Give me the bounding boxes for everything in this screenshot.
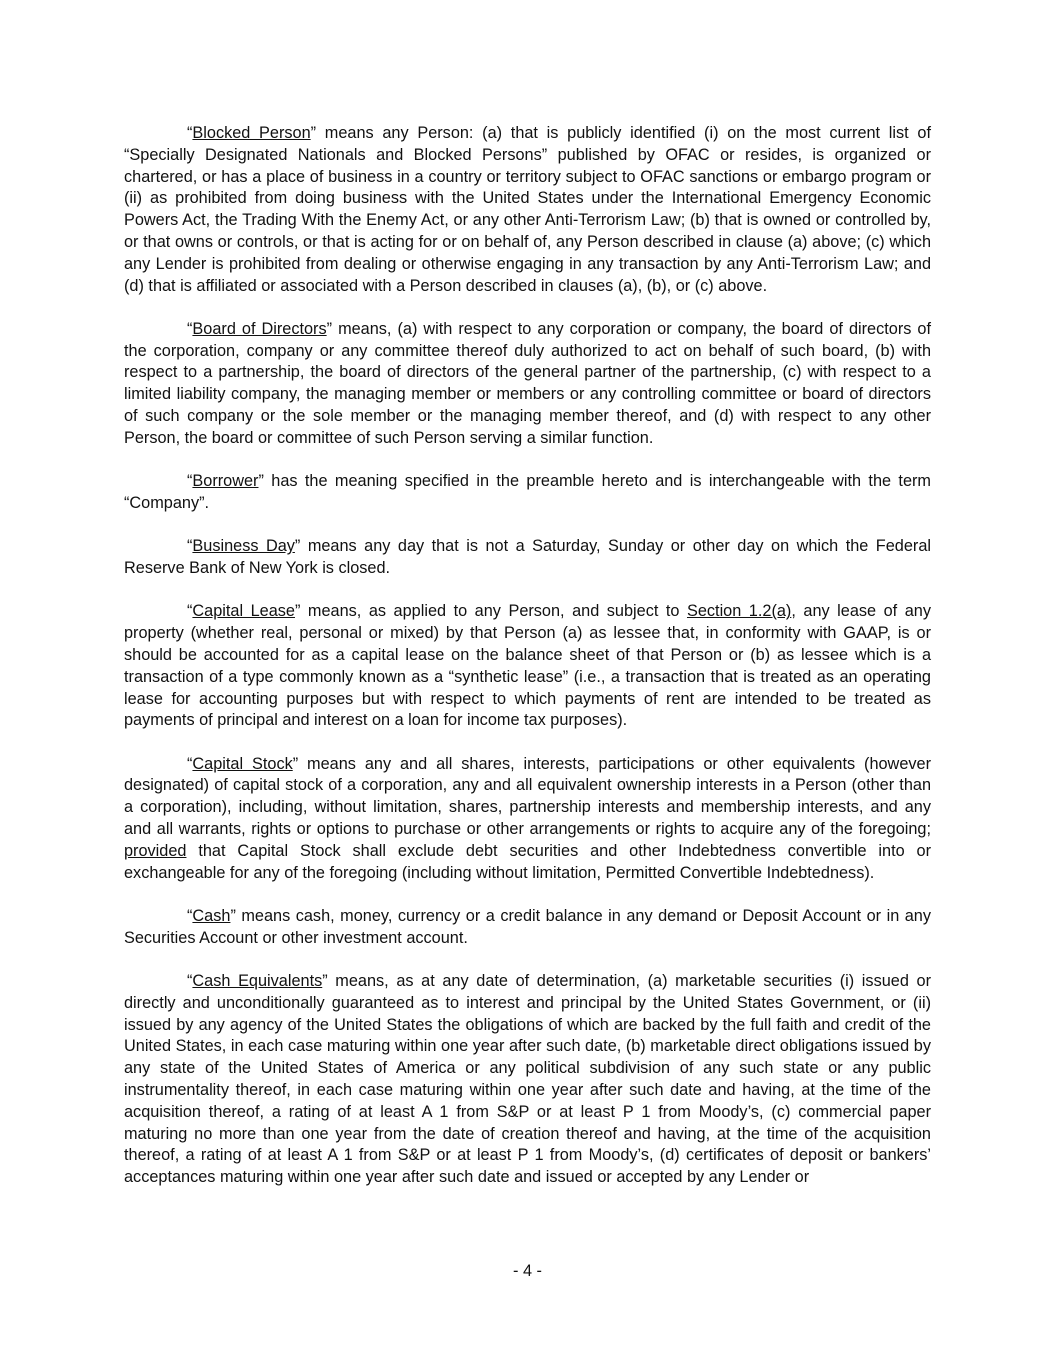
definition-text: ” means any day that is not a Saturday, Sunday or other day on which the Federal Reserve Bank of New York is closed. [124, 537, 932, 578]
definition-borrower [124, 471, 931, 515]
definition-capital-lease [124, 601, 931, 732]
open-quote: “ [187, 972, 193, 990]
page-number: - 4 - [513, 1262, 542, 1280]
defined-term: Borrower [192, 472, 259, 491]
open-quote: “ [187, 602, 193, 621]
definition-text-before-ref: ” means any and all shares, interests, participations or other equivalents (however designated) of capital stock of a corporation, any and all equivalent ownership interests in a Person (other than a corporation), including, without limitation, shares, partnership interests and membership interests, and any and all warrants, rights or options to purchase or other arrangements or rights to acquire any of the foregoing; [124, 754, 931, 839]
defined-term: Cash Equivalents [192, 972, 323, 990]
definition-cash-equivalents [124, 971, 931, 1189]
open-quote: “ [187, 319, 193, 338]
defined-term: Board of Directors [192, 319, 327, 338]
definition-text: ” means, as at any date of determination, (a) marketable securities (i) issued or directly and unconditionally guaranteed as to interest and principal by the United States Government, or (ii) issued by any agency of the United States the obligations of which are backed by the full faith and credit of the United States, in each case maturing within one year after such date, (b) marketable direct obligations issued by any state of the United States of America or any political subdivision of any such state or any public instrumentality thereof, in each case maturing within one year after such date and having, at the time of the acquisition thereof, a rating of at least A 1 from S&P or at least P 1 from Moody’s, (c) commercial paper maturing no more than one year from the date of creation thereof and having, at the time of the acquisition thereof, a rating of at least A 1 from S&P or at least P 1 from Moody’s, (d) certificates of deposit or bankers’ acceptances maturing within one year after such date and issued or accepted by any Lender or [124, 972, 931, 1187]
defined-term: Capital Lease [192, 602, 295, 621]
definition-text: that Capital Stock shall exclude debt securities and other Indebtedness convertible into or exchangeable for any of the foregoing (including without limitation, Permitted Convertible Indebtedness). [124, 841, 931, 882]
definition-text: ” means any Person: (a) that is publicly identified (i) on the most current list of “Specially Designated Nationals and Blocked Persons” published by OFAC or resides, is organized or chartered, or has a place of business in a country or territory subject to OFAC sanctions or embargo program or (ii) as prohibited from doing business with the United States under the International Emergency Economic Powers Act, the Trading With the Enemy Act, or any other Anti-Terrorism Law; (b) that is owned or controlled by, or that owns or controls, or that is acting for or on behalf of, any Person described in clause (a) above; (c) which any Lender is prohibited from dealing or otherwise engaging in any transaction by any Anti-Terrorism Law; and (d) that is affiliated or associated with a Person described in clauses (a), (b), or (c) above. [124, 124, 931, 295]
definition-text: ” means, (a) with respect to any corporation or company, the board of directors of the corporation, company or any committee thereof duly authorized to act on behalf of such board, (b) with respect to a partnership, the board of directors of the general partner of the partnership, (c) with respect to a limited liability company, the managing member or members or any controlling committee or board of directors of such company or the sole member or the managing member thereof, and (d) with respect to any other Person, the board or committee of such Person serving a similar function. [124, 319, 931, 447]
provided-term: provided [124, 841, 187, 860]
definition-capital-stock [124, 754, 931, 885]
defined-term: Blocked Person [192, 124, 311, 142]
open-quote: “ [187, 906, 193, 925]
open-quote: “ [187, 537, 193, 556]
definition-business-day [124, 536, 931, 580]
defined-term: Capital Stock [192, 754, 293, 773]
definition-blocked-person [124, 123, 931, 297]
definition-cash [124, 906, 931, 950]
definition-text: ” means cash, money, currency or a credit balance in any demand or Deposit Account or in any Securities Account or other investment account. [124, 906, 931, 947]
document-body [124, 123, 931, 1210]
defined-term: Business Day [192, 537, 295, 556]
defined-term: Cash [192, 906, 231, 925]
open-quote: “ [187, 124, 193, 142]
definition-text: ” has the meaning specified in the preamble hereto and is interchangeable with the term “Company”. [124, 472, 931, 512]
definition-text: , any lease of any property (whether real, personal or mixed) by that Person (a) as lessee that, in conformity with GAAP, is or should be accounted for as a capital lease on the balance sheet of that Person or (b) as lessee which is a transaction of a type commonly known as a “synthetic lease” (i.e., a transaction that is treated as an operating lease for accounting purposes but with respect to which payments of rent are intended to be treated as payments of principal and interest on a loan for income tax purposes). [124, 602, 931, 730]
definition-text-before-ref: ” means, as applied to any Person, and subject to [294, 602, 687, 621]
open-quote: “ [187, 754, 193, 773]
open-quote: “ [187, 472, 193, 491]
section-reference: Section 1.2(a) [686, 602, 792, 621]
definition-board-of-directors [124, 319, 931, 450]
